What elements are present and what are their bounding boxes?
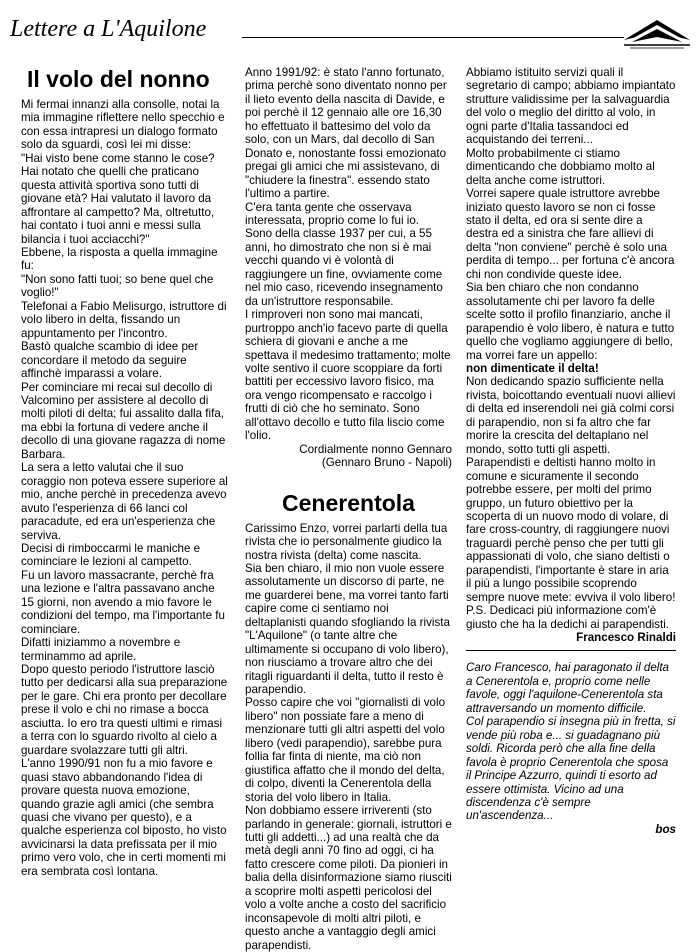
paragraph: C'era tanta gente che osservava interessata, proprio come lo fui io. [245,200,419,227]
article-title-cenerentola: Cenerentola [282,489,415,516]
paragraph: Telefonai a Fabio Melisurgo, istruttore di volo libero in delta, fissando un appuntamento per l'incontro. [21,299,227,340]
paragraph: Per cominciare mi recai sul decollo di Valcomino per assistere al decollo di molti piloti di delta; fui assalito dalla fifa, ma ebbi la fortuna di vedere anche il decollo di una giovane ragazza di nome Barbara. [21,380,226,461]
paragraph: I rimproveri non sono mai mancati, purtroppo anch'io facevo parte di quella schiera di giovani e anche a me spettava il medesimo trattamento; molte volte sentivo il cuore scoppiare da forti battiti per eccessivo lavoro fisico, ma ora vengo ricompensato e raccolgo i frutti di ciò che ho seminato. Sono all'ottavo decollo e tutto fila liscio come l'olio. [245,308,451,443]
paragraph: Molto probabilmente ci stiamo dimenticando che dobbiamo molto al delta anche come istruttori. [466,146,655,187]
paragraph: Fu un lavoro massacrante, perchè fra una lezione e l'altra passavano anche 15 giorni, non avendo a mio favore le condizioni del tempo, ma l'importante fu cominciare. [21,568,225,636]
signoff: Cordialmente nonno Gennaro [299,442,452,456]
reply-author: bos [655,822,676,836]
header-rule [242,37,624,38]
paragraph: Ebbene, la risposta a quella immagine fu: [21,245,218,273]
column-1 [21,66,230,878]
paragraph: Sia ben chiaro che non condanno assolutamente chi per lavoro fa delle scelte sotto il profilo finanziario, anche il parapendio è volo libero, è natura e tutto quello che vogliamo aggiungere di bello, ma vorrei fare un appello: [466,281,675,362]
paragraph: Anno 1991/92: è stato l'anno fortunato, prima perchè sono diventato nonno per il lieto evento della nascita di Davide, e poi perchè il 12 gennaio alle ore 16,30 ho effettuato il battesimo del volo da solo, con un Mars, dal decollo di San Donato e, nonostante fossi emozionato pregai gli amici che mi assistevano, di "chiudere la finestra". essendo stato l'ultimo a partire. [245,66,447,201]
paragraph: L'anno 1990/91 non fu a mio favore e quasi stavo abbandonando l'idea di provare questa nuova emozione, quando grazie agli amici (che sembra quasi che vivano per questo), e a qualche esperienza col biposto, ho visto avvicinarsi la data prefissata per il mio primo vero volo, che in certi momenti mi era sembrata così lontana. [21,757,227,878]
column-2 [245,66,452,952]
column-3 [466,66,676,836]
divider [466,650,676,651]
paragraph: Mi fermai innanzi alla consolle, notai la mia immagine riflettere nello specchio e con essa intrapresi un dialogo formato solo da sguardi, così lei mi disse: [21,98,225,152]
paragraph: Dopo questo periodo l'istruttore lasciò tutto per dedicarsi alla sua preparazione per le gare. Chi era pronto per decollare prese il volo e chi no rimase a bocca asciutta. Io ero tra questi ultimi e rimasi a terra con lo sguardo rivolto al cielo a guardare svolazzare tutti gli altri. [21,663,228,757]
paragraph: Non dedicando spazio sufficiente nella rivista, boicottando eventuali nuovi allievi di delta ed inserendoli nei già colmi corsi di parapendio, non si fa altro che far morire la crescita del deltaplano nel mondo, sotto tutti gli aspetti. [466,375,676,456]
paragraph: Difatti iniziammo a novembre e terminammo ad aprile. [21,636,181,663]
paragraph: Bastò qualche scambio di idee per concordare il metodo da seguire affinchè imparassi a volare. [21,340,199,381]
paragraph: Carissimo Enzo, vorrei parlarti della tua rivista che io personalmente giudico la nostra rivista (delta) come nascita. [245,521,448,562]
paragraph: Vorrei sapere quale istruttore avrebbe iniziato questo lavoro se non ci fosse stato il delta, ed ora si sente dire a destra ed a sinistra che fare allievi di delta "non conviene" perchè è solo una perdita di tempo... per fortuna c'è ancora chi non condivide queste idee. [466,187,675,281]
paragraph: Parapendisti e deltisti hanno molto in comune e sicuramente il secondo potrebbe essere, per molti del primo gruppo, un futuro obiettivo per la scoperta di un nuovo modo di volare, di fare cross-country, di raggiungere nuovi traguardi perchè penso che per tutti gli appassionati di volo, che siano deltisti o parapendisti, l'importante è stare in aria il più a lungo possibile scoprendo sempre nuove mete: evviva il volo libero! [466,456,676,604]
paragraph: La sera a letto valutai che il suo coraggio non poteva essere superiore al mio, anche perchè in precedenza avevo avuto l'esperienza di 66 lanci col paracadute, ed era un'esperienza che serviva. [21,461,228,542]
paragraph: Non dobbiamo essere irriverenti (sto parlando in generale: giornali, istruttori e tutti gli addetti...) ad una realtà che da metà degli anni 70 fino ad oggi, ci ha fatto crescere come piloti. Da pionieri in balia della disinformazione siamo riusciti a scoprire molti aspetti pericolosi del volo a volte anche a costo del sacrificio inconsapevole di molti altri piloti, e questo anche a vantaggio degli amici parapendisti. [245,804,452,952]
section-title: Lettere a L'Aquilone [10,16,207,42]
paragraph: Abbiamo istituito servizi quali il segretario di campo; abbiamo impiantato strutture validissime per la salvaguardia del volo o meglio del diritto al volo, in ogni parte d'Italia tassandoci ed acquistando dei terreni... [466,66,676,147]
paragraph: Decisi di rimboccarmi le maniche e cominciare le lezioni al campetto. [21,541,201,569]
paragraph: "Non sono fatti tuoi; so bene quel che voglio!" [21,272,214,300]
paragraph: P.S. Dedicaci più informazione com'è giusto che ha la dedichi ai parapendisti. [466,604,670,631]
paragraph: "Hai visto bene come stanno le cose? Hai notato che quelli che praticano questa attività sportiva sono tutti di giovane età? Hai valutato il lavoro da affrontare al campetto? Ma, oltretutto, hai contato i tuoi anni e messi sulla bilancia i tuoi acciacchi?" [21,151,215,246]
reply-paragraph: Caro Francesco, hai paragonato il delta a Cenerentola e, proprio come nelle favole, oggi l'aquilone-Cenerentola sta attraversando un momento difficile. [466,661,670,715]
author: (Gennaro Bruno - Napoli) [321,456,452,470]
article-title-volo-del-nonno: Il volo del nonno [27,66,210,92]
hang-glider-logo-icon [622,14,692,50]
paragraph: Sono della classe 1937 per cui, a 55 anni, ho dimostrato che non si è mai vecchi quando vi è volontà di raggiungere un fine, ovviamente come nel mio caso, ricevendo insegnamento da un'istruttore responsabile. [245,227,443,308]
paragraph: Posso capire che voi "giornalisti di volo libero" non possiate fare a meno di menzionare tutti gli altri aspetti del volo libero (vedi parapendio), sarebbe pura follia far finta di niente, ma ciò non giustifica affatto che il mondo del delta, di colpo, diventi la Cenerentola della storia del volo libero in Italia. [245,696,446,804]
author: Francesco Rinaldi [576,631,676,645]
spacer [245,470,452,490]
appeal: non dimenticate il delta! [466,361,599,375]
page-header [10,14,690,54]
paragraph: Sia ben chiaro, il mio non vuole essere assolutamente un discorso di parte, ne me guarderei bene, ma vorrei tanto farti capire come ci sentiamo noi deltaplanisti quando sfogliando la rivista "L'Aquilone" (o tante altre che ultimamente si occupano di volo libero), non riusciamo a trovare altro che dei ritagli riguardanti il delta, tutto il resto è parapendio. [245,561,450,697]
reply-paragraph: Col parapendio si insegna più in fretta, si vende più roba e... si guadagnano più soldi. Ricorda però che alla fine della favola è proprio Cenerentola che sposa il Principe Azzurro, quindi ti esorto ad essere ottimista. Vicino ad una discendenza c'è sempre un'ascendenza... [466,715,676,823]
